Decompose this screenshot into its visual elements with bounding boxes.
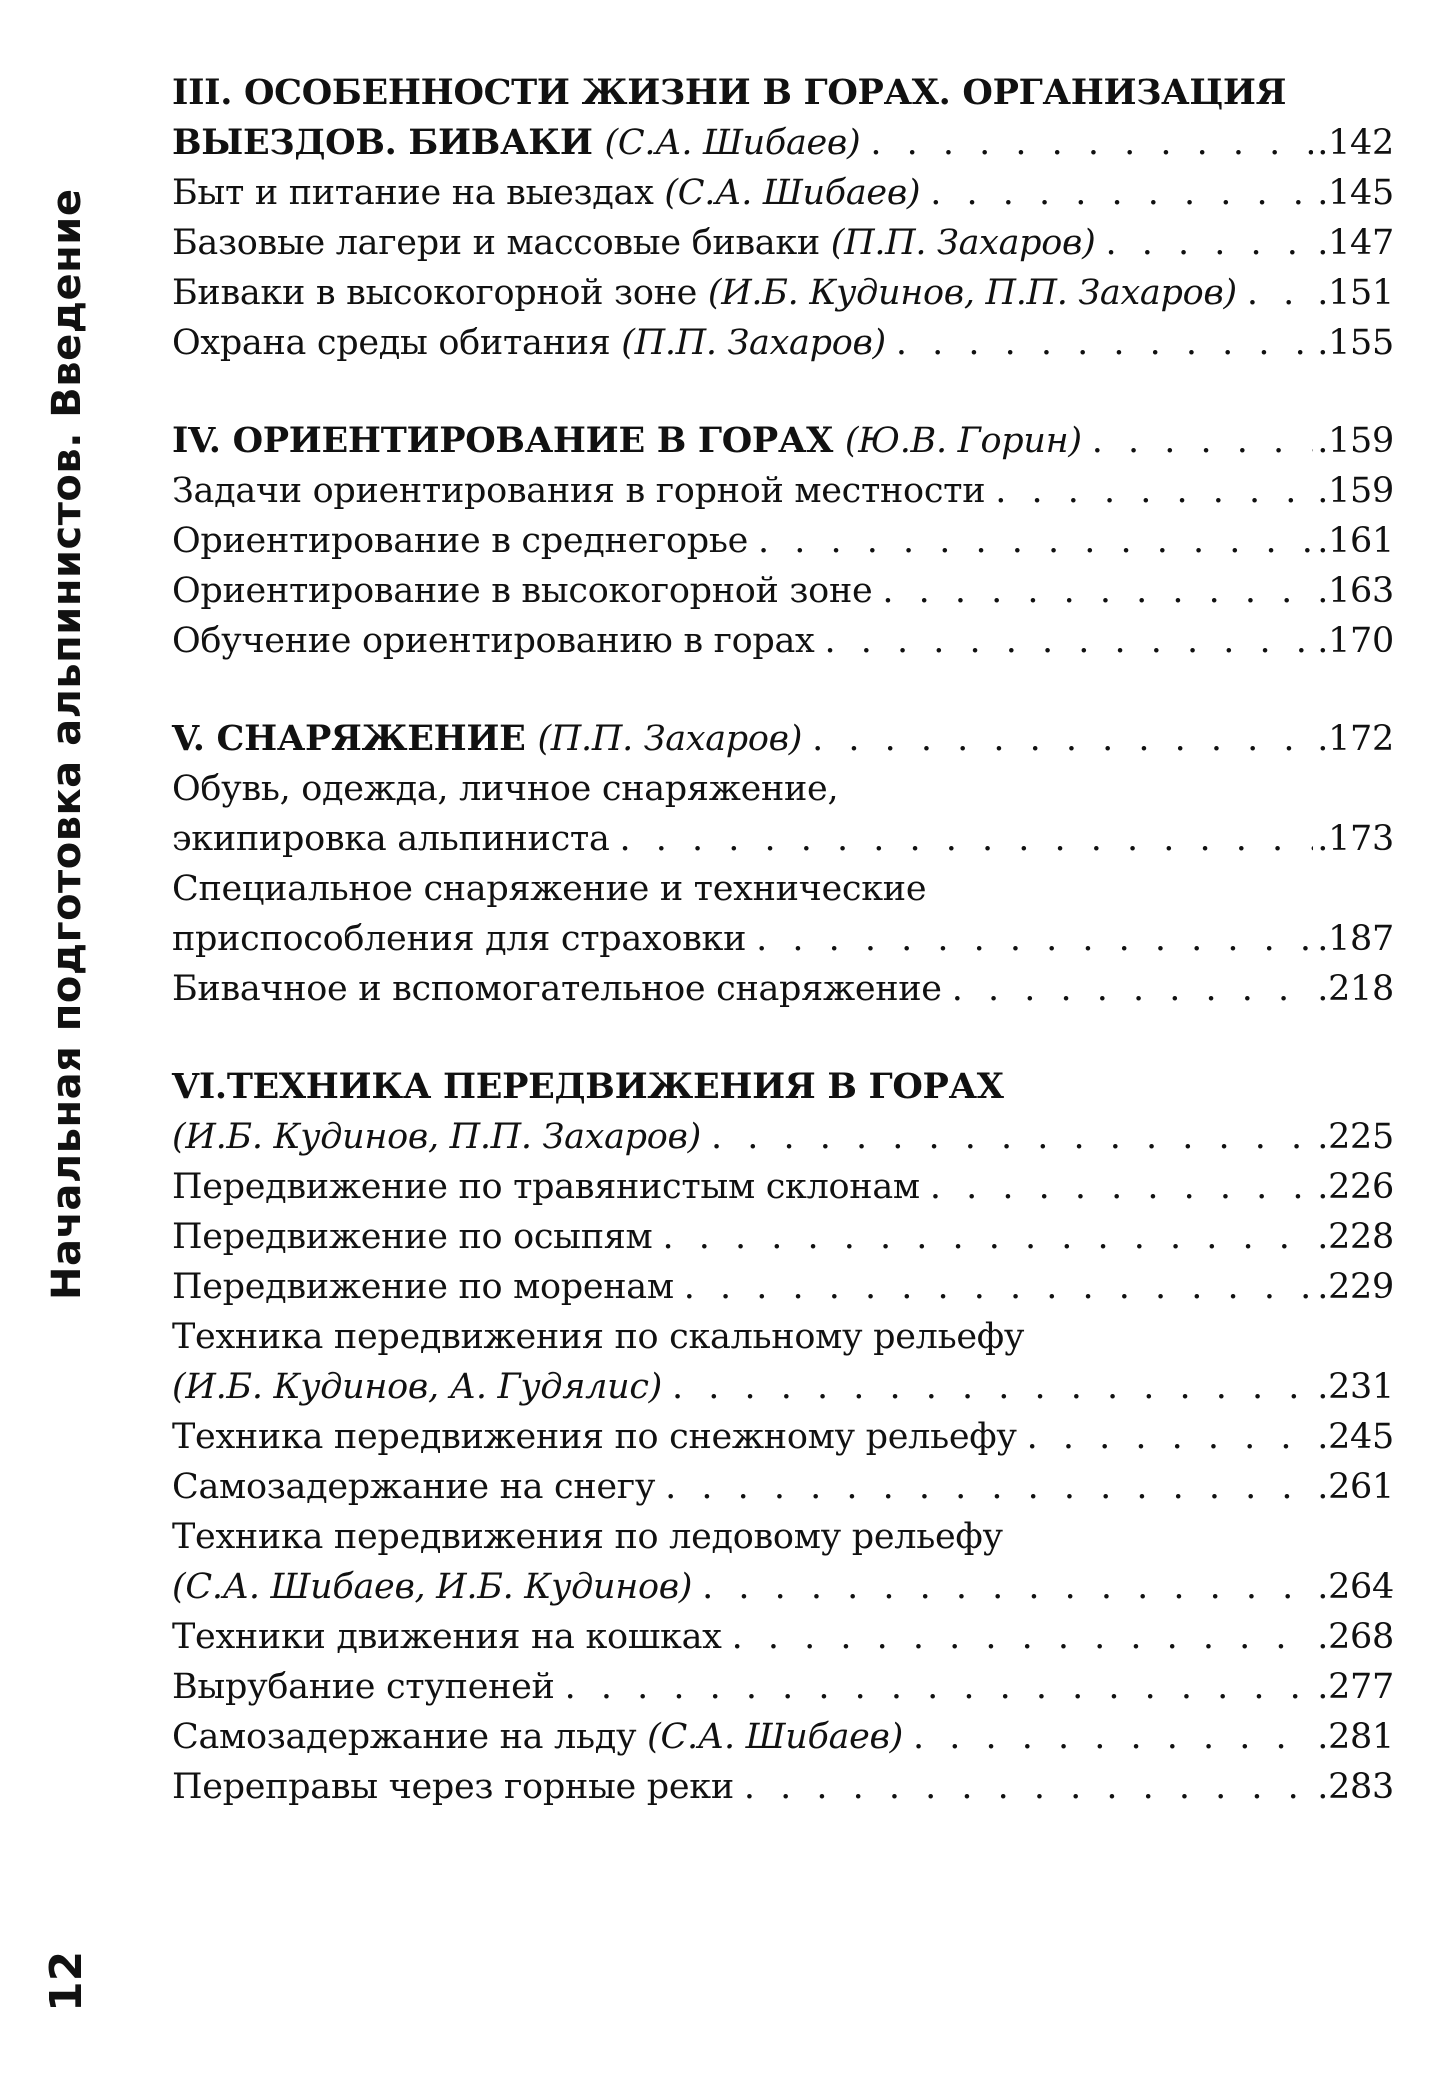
toc-chapter-heading	[172, 68, 1394, 118]
dot-leader	[662, 1212, 1313, 1262]
toc-entry-title	[172, 1462, 655, 1512]
toc-entry-title	[172, 1612, 722, 1662]
entry-text: Передвижение по моренам	[172, 1267, 674, 1307]
entry-author: (И.Б. Кудинов, А. Гудялис)	[172, 1367, 663, 1407]
dot-leader	[896, 318, 1313, 368]
entry-page-number: .264	[1317, 1567, 1394, 1607]
toc-entry-title	[172, 1662, 555, 1712]
toc-entry-title	[172, 1312, 1024, 1362]
toc-entry-title	[172, 168, 920, 218]
toc-section	[172, 416, 1394, 666]
toc-section	[172, 1062, 1394, 1812]
entry-page-number: .151	[1317, 273, 1394, 313]
toc-entry-title	[172, 218, 1095, 268]
dot-leader	[1105, 218, 1313, 268]
entry-page-number: .225	[1317, 1117, 1394, 1157]
dot-leader	[995, 466, 1313, 516]
toc-entry	[172, 466, 1394, 516]
toc-entry-title	[172, 714, 802, 764]
dot-leader	[565, 1662, 1314, 1712]
toc-entry	[172, 814, 1394, 864]
entry-text: приспособления для страховки	[172, 919, 747, 959]
entry-text: Задачи ориентирования в горной местности	[172, 471, 986, 511]
toc-chapter-heading	[172, 714, 1394, 764]
entry-author: (И.Б. Кудинов, П.П. Захаров)	[172, 1117, 701, 1157]
toc-entry	[172, 566, 1394, 616]
toc-entry-title	[172, 1362, 662, 1412]
entry-text: Обучение ориентированию в горах	[172, 621, 815, 661]
toc-entry	[172, 914, 1394, 964]
entry-author: (С.А. Шибаев)	[647, 1717, 903, 1757]
toc-entry	[172, 1262, 1394, 1312]
entry-page-number: .159	[1317, 471, 1394, 511]
entry-text: Базовые лагери и массовые биваки	[172, 223, 820, 263]
toc-entry	[172, 1762, 1394, 1812]
toc-entry	[172, 1712, 1394, 1762]
toc-entry-title	[172, 1412, 1017, 1462]
entry-page-number: .231	[1317, 1367, 1394, 1407]
dot-leader	[913, 1712, 1313, 1762]
toc-entry	[172, 764, 1394, 814]
toc-entry	[172, 1412, 1394, 1462]
entry-text: V. СНАРЯЖЕНИЕ	[172, 718, 526, 759]
dot-leader	[952, 964, 1314, 1014]
toc-entry-title	[172, 1712, 903, 1762]
entry-page-number: .268	[1317, 1617, 1394, 1657]
entry-text: Техника передвижения по снежному рельефу	[172, 1417, 1017, 1457]
entry-author: (С.А. Шибаев)	[664, 173, 921, 213]
toc-entry-title	[172, 1762, 734, 1812]
entry-page-number: .159	[1317, 421, 1394, 461]
toc-entry-title	[172, 1162, 920, 1212]
dot-leader	[1247, 268, 1313, 318]
dot-leader	[825, 616, 1314, 666]
dot-leader	[711, 1112, 1313, 1162]
toc-entry	[172, 218, 1394, 268]
toc-entry	[172, 1112, 1394, 1162]
entry-text: Ориентирование в высокогорной зоне	[172, 571, 873, 611]
entry-author: (П.П. Захаров)	[830, 223, 1096, 263]
entry-page-number: .147	[1317, 223, 1394, 263]
entry-page-number: .155	[1317, 323, 1394, 363]
running-title: Начальная подготовка альпинистов. Введение	[44, 188, 90, 1300]
toc-entry	[172, 1162, 1394, 1212]
entry-author: (Ю.В. Горин)	[844, 421, 1082, 461]
entry-text: Техники движения на кошках	[172, 1617, 722, 1657]
entry-page-number: .163	[1317, 571, 1394, 611]
toc-entry-title	[172, 864, 926, 914]
entry-page-number: .228	[1317, 1217, 1394, 1257]
entry-page-number: .218	[1317, 969, 1394, 1009]
toc-entry-title	[172, 1212, 652, 1262]
entry-text: Передвижение по травянистым склонам	[172, 1167, 920, 1207]
toc-entry	[172, 1462, 1394, 1512]
toc-chapter-heading	[172, 1062, 1394, 1112]
dot-leader	[1027, 1412, 1314, 1462]
entry-page-number: .226	[1317, 1167, 1394, 1207]
entry-page-number: .161	[1317, 521, 1394, 561]
entry-page-number: .229	[1317, 1267, 1394, 1307]
entry-page-number: .281	[1317, 1717, 1394, 1757]
toc-entry	[172, 318, 1394, 368]
toc-entry-title	[172, 566, 872, 616]
toc-entry-title	[172, 1562, 692, 1612]
dot-leader	[882, 566, 1313, 616]
toc-entry-title	[172, 466, 985, 516]
toc-entry	[172, 1562, 1394, 1612]
entry-author: (С.А. Шибаев)	[604, 123, 861, 163]
toc-entry	[172, 1612, 1394, 1662]
entry-text: Техника передвижения по скальному рельефу	[172, 1317, 1025, 1357]
entry-page-number: .173	[1317, 819, 1394, 859]
entry-text: III. ОСОБЕННОСТИ ЖИЗНИ В ГОРАХ. ОРГАНИЗАЦИЯ	[172, 72, 1287, 113]
entry-text: Вырубание ступеней	[172, 1667, 555, 1707]
toc-entry-title	[172, 964, 942, 1014]
entry-text: экипировка альпиниста	[172, 819, 610, 859]
toc-entry-title	[172, 616, 815, 666]
toc-chapter-heading	[172, 118, 1394, 168]
toc-entry	[172, 864, 1394, 914]
entry-page-number: .170	[1317, 621, 1394, 661]
entry-text: Охрана среды обитания	[172, 323, 611, 363]
entry-page-number: .277	[1317, 1667, 1394, 1707]
toc-entry-title	[172, 416, 1082, 466]
toc-entry-title	[172, 318, 886, 368]
entry-text: ВЫЕЗДОВ. БИВАКИ	[172, 122, 593, 163]
toc-section	[172, 714, 1394, 1014]
toc-entry-title	[172, 1112, 701, 1162]
toc-entry	[172, 1312, 1394, 1362]
dot-leader	[930, 168, 1313, 218]
toc-entry	[172, 1362, 1394, 1412]
dot-leader	[758, 516, 1313, 566]
dot-leader	[744, 1762, 1313, 1812]
toc-entry-title	[172, 914, 746, 964]
entry-text: VI.ТЕХНИКА ПЕРЕДВИЖЕНИЯ В ГОРАХ	[172, 1066, 1004, 1107]
toc-entry	[172, 1212, 1394, 1262]
entry-text: Обувь, одежда, личное снаряжение,	[172, 769, 839, 809]
table-of-contents	[172, 68, 1394, 1812]
toc-section	[172, 68, 1394, 368]
toc-entry-title	[172, 814, 610, 864]
toc-entry-title	[172, 1262, 674, 1312]
toc-entry	[172, 964, 1394, 1014]
entry-text: Бивачное и вспомогательное снаряжение	[172, 969, 942, 1009]
toc-entry-title	[172, 1512, 1003, 1562]
entry-text: Биваки в высокогорной зоне	[172, 273, 698, 313]
entry-page-number: .283	[1317, 1767, 1394, 1807]
entry-page-number: .172	[1317, 719, 1394, 759]
toc-chapter-heading	[172, 416, 1394, 466]
toc-entry	[172, 516, 1394, 566]
entry-text: Техника передвижения по ледовому рельефу	[172, 1517, 1003, 1557]
entry-page-number: .145	[1317, 173, 1394, 213]
entry-text: Ориентирование в среднегорье	[172, 521, 749, 561]
entry-text: Самозадержание на льду	[172, 1717, 637, 1757]
toc-entry-title	[172, 68, 1286, 118]
entry-text: Специальное снаряжение и технические	[172, 869, 927, 909]
entry-author: (П.П. Захаров)	[537, 719, 803, 759]
dot-leader	[672, 1362, 1313, 1412]
dot-leader	[870, 118, 1313, 168]
toc-entry-title	[172, 1062, 1004, 1112]
toc-entry-title	[172, 764, 838, 814]
entry-page-number: .245	[1317, 1417, 1394, 1457]
dot-leader	[665, 1462, 1313, 1512]
entry-author: (И.Б. Кудинов, П.П. Захаров)	[707, 273, 1237, 313]
dot-leader	[732, 1612, 1314, 1662]
toc-entry	[172, 168, 1394, 218]
entry-text: Самозадержание на снегу	[172, 1467, 656, 1507]
entry-text: Быт и питание на выездах	[172, 173, 654, 213]
dot-leader	[684, 1262, 1313, 1312]
entry-page-number: .142	[1317, 123, 1394, 163]
dot-leader	[756, 914, 1313, 964]
entry-page-number: .261	[1317, 1467, 1394, 1507]
entry-page-number: .187	[1317, 919, 1394, 959]
toc-entry-title	[172, 118, 860, 168]
page-number: 12	[41, 1950, 92, 2012]
dot-leader	[620, 814, 1314, 864]
entry-author: (С.А. Шибаев, И.Б. Кудинов)	[172, 1567, 693, 1607]
dot-leader	[930, 1162, 1313, 1212]
entry-text: Переправы через горные реки	[172, 1767, 734, 1807]
dot-leader	[1092, 416, 1314, 466]
dot-leader	[702, 1562, 1313, 1612]
entry-text: Передвижение по осыпям	[172, 1217, 653, 1257]
toc-entry	[172, 1662, 1394, 1712]
entry-author: (П.П. Захаров)	[621, 323, 886, 363]
toc-entry	[172, 616, 1394, 666]
dot-leader	[812, 714, 1313, 764]
toc-entry-title	[172, 516, 748, 566]
entry-text: IV. ОРИЕНТИРОВАНИЕ В ГОРАХ	[172, 420, 834, 461]
toc-entry-title	[172, 268, 1237, 318]
toc-entry	[172, 1512, 1394, 1562]
toc-entry	[172, 268, 1394, 318]
